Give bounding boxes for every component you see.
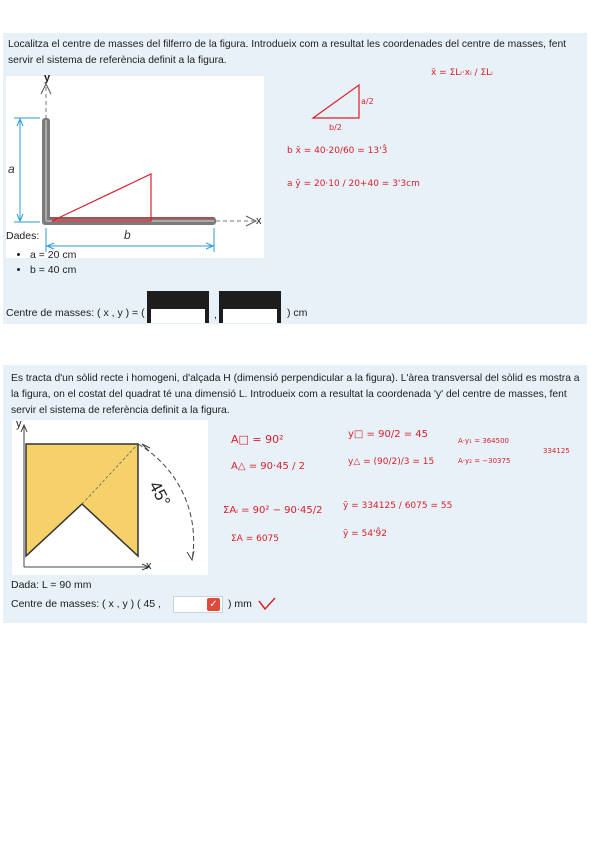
y-coordinate-input[interactable] (219, 291, 281, 323)
answer-suffix: ) mm (228, 598, 252, 610)
solid-section-figure (12, 420, 208, 575)
angle-label: 45° (145, 478, 175, 510)
hw-sum-area: ΣAᵢ = 90² − 90·45/2 (223, 505, 323, 516)
y-axis-label: y (44, 72, 51, 84)
dimension-a-label: a (8, 162, 15, 176)
wire-figure (6, 72, 264, 258)
data-item-b: • b = 40 cm (30, 263, 76, 278)
question-2-card (3, 365, 587, 623)
hw-y-triangle: y△ = (90/2)/3 = 15 (348, 457, 435, 467)
hw-area-triangle: A△ = 90·45 / 2 (231, 461, 305, 472)
hw-tri-side: a/2 (361, 97, 374, 106)
x-coordinate-input[interactable] (147, 291, 209, 323)
y-axis-label: y (16, 418, 22, 430)
wire-diagram (6, 76, 264, 258)
data-list (15, 248, 76, 278)
data-item-a: • a = 20 cm (30, 248, 76, 263)
hw-y-square: y□ = 90/2 = 45 (348, 429, 429, 440)
hw-ay2: A·y₂ = −30375 (458, 457, 511, 465)
x-axis-label: x (146, 560, 152, 572)
validation-check-icon: ✓ (207, 598, 220, 611)
hw-ybar-final: ȳ = 54'9̂2 (343, 529, 387, 539)
section-diagram (12, 420, 208, 575)
question-1-card (3, 33, 587, 324)
answer-separator: , (214, 309, 217, 321)
x-axis-label: x (256, 215, 262, 227)
dimension-b-label: b (124, 228, 131, 242)
question-2-statement: Es tracta d'un sòlid recte i homogeni, d'alçada H (dimensió perpendicular a la figura). L'àrea transversal del sòlid es mostra a la figura, on el costat del quadrat té una dimensió L. Introdueix com a resultat la coordenada 'y' del centre de masses, fent servir el sistema de referència definit a la figura. (11, 373, 580, 416)
data-label: Dades: (6, 230, 40, 242)
hw-ybar: ȳ = 334125 / 6075 = 55 (343, 501, 453, 511)
hw-area-square: A□ = 90² (231, 433, 284, 446)
hw-a-line: a ȳ = 20·10 / 20+40 = 3'3cm (287, 179, 420, 189)
hw-ay1: A·y₁ = 364500 (458, 437, 509, 445)
question-1-statement: Localitza el centre de masses del filferro de la figura. Introdueix com a resultat les coordenades del centre de masses, fent servir el sistema de referència definit a la figura. (8, 39, 567, 66)
hw-ay-sum: 334125 (543, 447, 570, 455)
hw-b-line: b x̄ = 40·20/60 = 13'3̂ (287, 146, 388, 156)
hw-formula: x̄ = ΣLᵢ·xᵢ / ΣLᵢ (431, 68, 493, 78)
data-label: Dada: L = 90 mm (11, 579, 92, 591)
answer-suffix: ) cm (287, 307, 308, 319)
handwritten-check-icon (258, 597, 276, 611)
answer-prefix: Centre de masses: ( x , y ) ( 45 , (11, 598, 161, 610)
hw-tri-base: b/2 (329, 123, 342, 132)
hw-sum-area-value: ΣA = 6075 (231, 534, 280, 544)
answer-prefix: Centre de masses: ( x , y ) = ( (6, 307, 145, 319)
